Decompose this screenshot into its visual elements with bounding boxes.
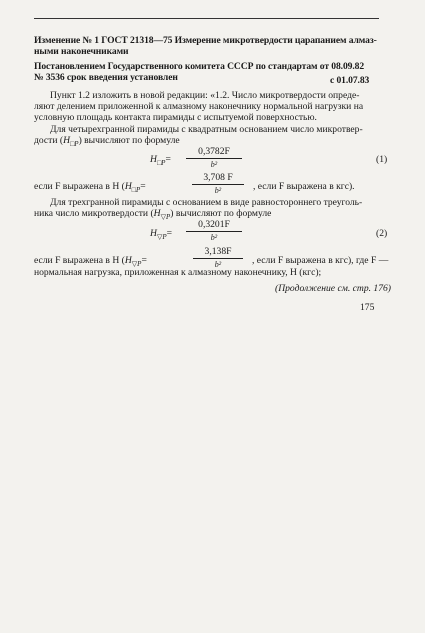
- para2-line1: Для четырехгранной пирамиды с квадратным основанием число микротвер-: [50, 124, 363, 135]
- effective-date: с 01.07.83: [330, 75, 370, 86]
- para3-line2: ника число микротвердости $(H_{▽P})$ вычисляют по формуле: [34, 208, 272, 221]
- formula2-lhs: $H_{▽P}=$: [150, 228, 173, 241]
- header-line-4: № 3536 срок введения установлен: [34, 72, 178, 83]
- para2-line2: дости $(H_{□P})$ вычисляют по формуле: [34, 135, 180, 148]
- top-rule: [34, 18, 379, 19]
- header-line-2: ными наконечниками: [34, 46, 129, 57]
- header-line-3: Постановлением Государственного комитета СССР по стандартам от 08.09.82: [34, 61, 365, 72]
- formula1b-prefix: если F выражена в Н ($H_{□P}=$: [34, 181, 146, 194]
- formula2-fraction: 0,3201F b²: [186, 219, 242, 242]
- para3-line1: Для трехгранной пирамиды с основанием в виде равностороннего треуголь-: [50, 197, 363, 208]
- formula2-number: (2): [376, 228, 388, 239]
- formula1b-fraction: 3,708 F b²: [192, 172, 244, 195]
- formula2b-suffix: , если F выражена в кгс), где F —: [252, 255, 389, 266]
- formula2b-prefix: если F выражена в Н ($H_{▽P}=$: [34, 255, 147, 268]
- para4-line2: нормальная нагрузка, приложенная к алмазному наконечнику, Н (кгс);: [34, 267, 322, 278]
- formula1-fraction: 0,3782F b²: [186, 146, 242, 169]
- para1-line2: ляют делением приложенной к алмазному наконечнику нормальной нагрузки на: [34, 101, 364, 112]
- header-line-1: Изменение № 1 ГОСТ 21318—75 Измерение микротвердости царапанием алмаз-: [34, 35, 377, 46]
- para1-line1: Пункт 1.2 изложить в новой редакции: «1.2. Число микротвердости опреде-: [50, 90, 360, 101]
- para1-line3: условную площадь контакта пирамиды с испытуемой поверхностью.: [34, 112, 317, 123]
- formula2b-fraction: 3,138F b²: [193, 246, 243, 269]
- formula1b-suffix: , если F выражена в кгс).: [253, 181, 355, 192]
- formula1-number: (1): [376, 154, 388, 165]
- page-number: 175: [360, 302, 375, 313]
- formula1-lhs: $H_{□P}=$: [150, 154, 171, 167]
- continued-note: (Продолжение см. стр. 176): [275, 283, 391, 294]
